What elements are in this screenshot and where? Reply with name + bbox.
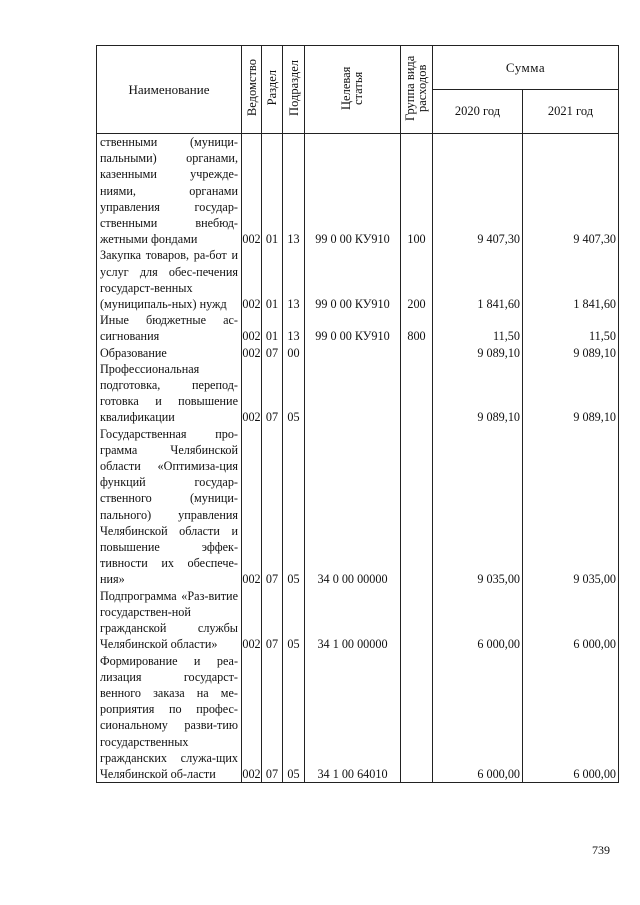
- page-number: 739: [592, 843, 610, 857]
- row-name: Иные бюджетные ас-сигнования: [97, 312, 242, 344]
- row-sum-2020: 11,50: [433, 312, 523, 344]
- row-article: 99 0 00 КУ910: [305, 247, 401, 312]
- row-sum-2021: 1 841,60: [523, 247, 619, 312]
- row-group: [401, 345, 433, 361]
- row-name: ственными (муници-пальными) органами, казенными учрежде-ниями, органами управления государ-ственными внебюд-жетными фондами: [97, 134, 242, 248]
- table-row: [97, 361, 619, 426]
- row-group: 800: [401, 312, 433, 344]
- row-group: 100: [401, 134, 433, 248]
- row-sum-2021: 9 035,00: [523, 426, 619, 588]
- table-row: [97, 588, 619, 653]
- row-section: 07: [262, 361, 283, 426]
- row-section: 07: [262, 588, 283, 653]
- row-name: Закупка товаров, ра-бот и услуг для обес-печения государст-венных (муниципаль-ных) нужд: [97, 247, 242, 312]
- row-sum-2020: 9 089,10: [433, 361, 523, 426]
- header-subsection: Подраздел: [283, 46, 305, 134]
- row-group: [401, 653, 433, 783]
- header-expense-group: Группа вида расходов: [401, 46, 433, 134]
- header-sum: Сумма: [433, 46, 619, 90]
- row-name: Образование: [97, 345, 242, 361]
- row-article: 99 0 00 КУ910: [305, 312, 401, 344]
- row-article: 34 1 00 00000: [305, 588, 401, 653]
- table-row: [97, 134, 619, 248]
- table-header: [97, 46, 619, 134]
- row-name: Формирование и реа-лизация государст-венного заказа на ме-роприятия по профес-сиональному разви-тию государственных гражданских служа-щих Челябинской об-ласти: [97, 653, 242, 783]
- header-year-2020: 2020 год: [433, 90, 523, 134]
- table-row: [97, 247, 619, 312]
- table-row: [97, 426, 619, 588]
- row-subsection: 13: [283, 312, 305, 344]
- row-dept: 002: [242, 653, 262, 783]
- header-dept: Ведомство: [242, 46, 262, 134]
- row-sum-2021: 9 089,10: [523, 361, 619, 426]
- row-article: 99 0 00 КУ910: [305, 134, 401, 248]
- row-dept: 002: [242, 345, 261, 360]
- row-name: Государственная про-грамма Челябинской области «Оптимиза-ция функций государ-ственного (муници-пального) управления Челябинской области и повышение эффек-тивности их обеспече-ния»: [97, 426, 242, 588]
- row-subsection: 05: [283, 361, 305, 426]
- row-section: 07: [262, 653, 283, 783]
- row-dept: 002: [242, 426, 262, 588]
- row-group: [401, 426, 433, 588]
- row-sum-2020: 9 407,30: [433, 134, 523, 248]
- table-body: [97, 134, 619, 783]
- row-subsection: 13: [283, 134, 305, 248]
- table-row: [97, 345, 619, 361]
- row-sum-2021: 6 000,00: [523, 588, 619, 653]
- row-subsection: 05: [283, 588, 305, 653]
- row-group: [401, 588, 433, 653]
- row-dept: 002: [242, 312, 262, 344]
- row-sum-2021: 9 089,10: [523, 345, 619, 361]
- row-sum-2020: 9 089,10: [433, 345, 523, 361]
- header-section: Раздел: [262, 46, 283, 134]
- row-article: [305, 361, 401, 426]
- row-sum-2021: 6 000,00: [523, 653, 619, 783]
- row-name: Подпрограмма «Раз-витие государствен-ной гражданской службы Челябинской области»: [97, 588, 242, 653]
- row-name: Профессиональная подготовка, перепод-готовка и повышение квалификации: [97, 361, 242, 426]
- row-sum-2020: 9 035,00: [433, 426, 523, 588]
- table-row: [97, 653, 619, 783]
- row-section: 01: [262, 312, 283, 344]
- row-article: 34 0 00 00000: [305, 426, 401, 588]
- row-group: [401, 361, 433, 426]
- header-year-2021: 2021 год: [523, 90, 619, 134]
- row-sum-2020: 6 000,00: [433, 653, 523, 783]
- row-sum-2020: 6 000,00: [433, 588, 523, 653]
- header-name: Наименование: [97, 46, 242, 134]
- row-dept: 002: [242, 588, 262, 653]
- row-dept: 002: [242, 361, 262, 426]
- row-section: 01: [262, 247, 283, 312]
- row-section: 07: [262, 345, 283, 361]
- row-subsection: 13: [283, 247, 305, 312]
- table-row: [97, 312, 619, 344]
- row-subsection: 05: [283, 653, 305, 783]
- budget-table: [96, 45, 619, 783]
- row-dept: 002: [242, 134, 262, 248]
- row-group: 200: [401, 247, 433, 312]
- row-article: 34 1 00 64010: [305, 653, 401, 783]
- header-target-article: Целевая статья: [305, 46, 401, 134]
- row-sum-2021: 11,50: [523, 312, 619, 344]
- row-dept: 002: [242, 247, 262, 312]
- row-section: 07: [262, 426, 283, 588]
- row-sum-2021: 9 407,30: [523, 134, 619, 248]
- row-article: [305, 345, 401, 361]
- row-sum-2020: 1 841,60: [433, 247, 523, 312]
- row-section: 01: [262, 134, 283, 248]
- row-subsection: 05: [283, 426, 305, 588]
- row-subsection: 00: [283, 345, 305, 361]
